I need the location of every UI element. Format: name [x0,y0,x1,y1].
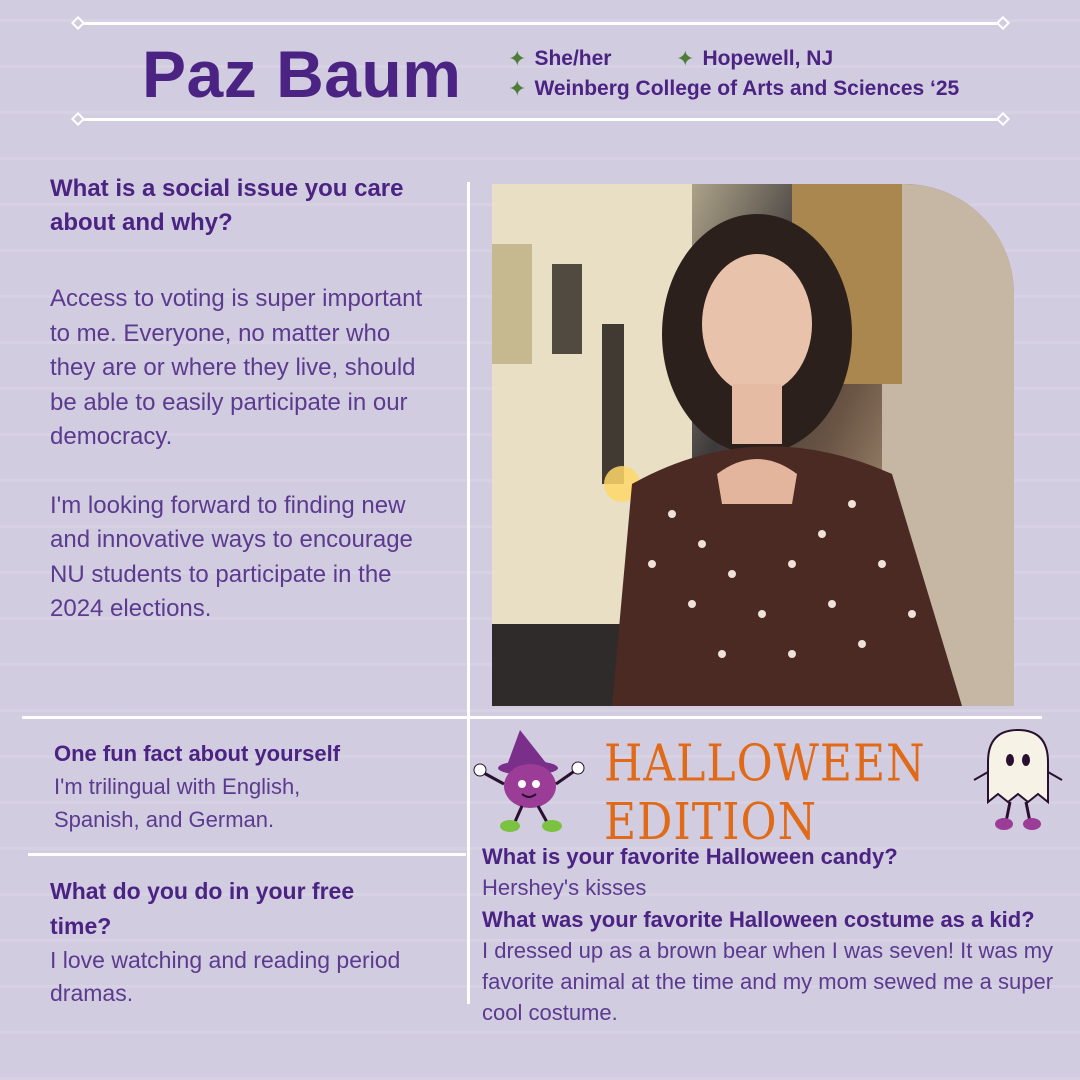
costume-question: What was your favorite Halloween costume as a kid? [482,907,1035,932]
social-issue-section [50,172,450,627]
sparkle-star-icon: ✦ [676,46,695,71]
halloween-qa-section [482,842,1062,1028]
fun-fact-section [54,738,434,836]
school-item [508,76,959,102]
pronouns-text: She/her [534,47,612,70]
candy-answer: Hershey's kisses [482,875,647,900]
social-issue-answer-2: I'm looking forward to finding new and innovative ways to encourage NU students to participate in the 2024 elections. [50,491,413,622]
free-time-answer: I love watching and reading period dramas. [50,947,401,1006]
halloween-edition-title: HALLOWEEN EDITION [604,734,926,852]
photo-illustration [492,184,1014,706]
sparkle-star-icon: ✦ [508,76,527,101]
diamond-ornament [996,112,1010,126]
fun-fact-question: One fun fact about yourself [54,741,341,766]
header-bottom-rule [80,118,1004,121]
fun-fact-answer: I'm trilingual with English, Spanish, and German. [54,774,301,832]
diamond-ornament [996,16,1010,30]
center-divider [467,182,470,1004]
school-text: Weinberg College of Arts and Sciences ‘25 [534,77,960,100]
sparkle-star-icon: ✦ [508,46,527,71]
diamond-ornament [71,16,85,30]
witch-hat-candy-mascot-icon [470,724,594,836]
free-time-section [50,874,460,1010]
header-top-rule [80,22,1004,25]
hometown-text: Hopewell, NJ [702,47,834,70]
middle-divider [22,716,1042,719]
hometown-item [676,46,833,72]
free-time-question: What do you do in your free time? [50,878,355,939]
diamond-ornament [71,112,85,126]
costume-answer: I dressed up as a brown bear when I was seven! It was my favorite animal at the time and my mom sewed me a super cool costume. [482,938,1054,1025]
profile-name: Paz Baum [142,37,462,111]
social-issue-question: What is a social issue you care about and why? [50,175,404,236]
left-lower-divider [28,853,466,856]
profile-photo [492,184,1014,706]
social-issue-answer-1: Access to voting is super important to me. Everyone, no matter who they are or where they live, should be able to easily participate in our democracy. [50,285,423,450]
ghost-mascot-icon [970,722,1066,834]
pronouns-item [508,46,611,72]
candy-question: What is your favorite Halloween candy? [482,844,898,869]
